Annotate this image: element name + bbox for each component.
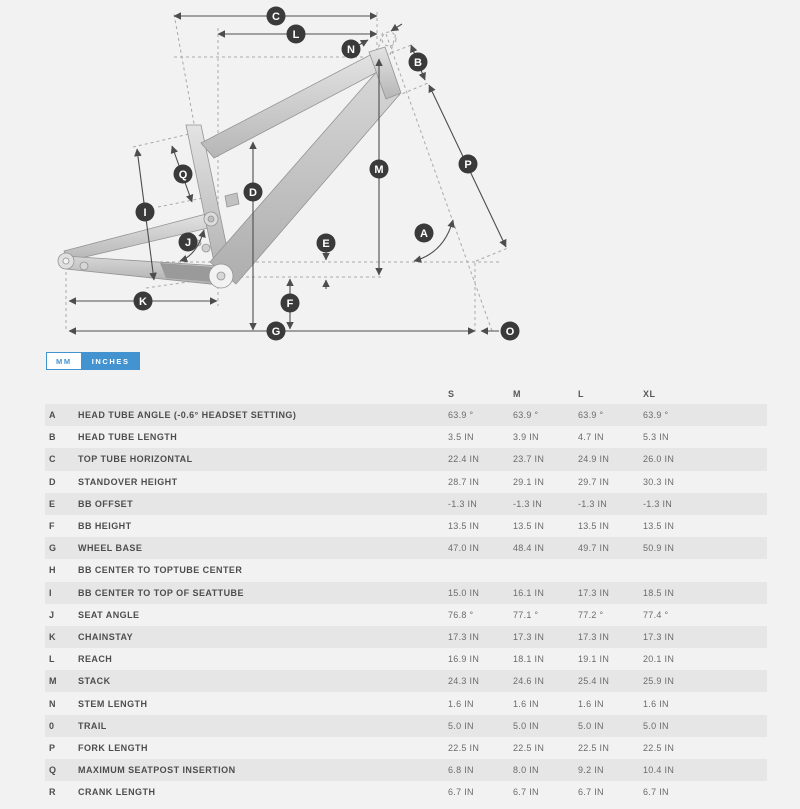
row-value-l: 25.4 IN: [578, 676, 610, 687]
diagram-label-l: [287, 25, 306, 44]
svg-text:J: J: [184, 236, 192, 249]
row-value-s: 24.3 IN: [448, 676, 480, 687]
row-value-xl: 25.9 IN: [643, 676, 675, 687]
row-value-s: 63.9 °: [448, 410, 474, 421]
table-row: [45, 604, 767, 626]
row-name: FORK LENGTH: [78, 742, 148, 753]
table-row: [45, 559, 767, 581]
row-value-xl: 1.6 IN: [643, 698, 669, 709]
row-value-l: 5.0 IN: [578, 720, 604, 731]
row-letter: L: [49, 654, 55, 665]
row-letter: B: [49, 432, 56, 443]
row-letter: K: [49, 631, 56, 642]
row-value-s: 15.0 IN: [448, 587, 480, 598]
row-value-s: 3.5 IN: [448, 432, 474, 443]
diagram-label-a: [415, 224, 434, 243]
diagram-label-k: [134, 292, 153, 311]
row-value-s: 28.7 IN: [448, 476, 480, 487]
table-row: [45, 404, 767, 426]
svg-text:D: D: [249, 186, 257, 199]
row-value-m: 17.3 IN: [513, 631, 545, 642]
row-value-xl: 5.0 IN: [643, 720, 669, 731]
column-header-m: M: [513, 389, 521, 399]
row-value-xl: 5.3 IN: [643, 432, 669, 443]
table-row: [45, 781, 767, 803]
row-value-m: 1.6 IN: [513, 698, 539, 709]
row-letter: D: [49, 476, 56, 487]
row-letter: C: [49, 454, 56, 465]
row-value-l: 6.7 IN: [578, 787, 604, 798]
row-name: BB CENTER TO TOPTUBE CENTER: [78, 565, 243, 576]
row-letter: R: [49, 787, 56, 798]
row-value-m: 77.1 °: [513, 609, 539, 620]
row-value-s: 76.8 °: [448, 609, 474, 620]
row-value-m: 3.9 IN: [513, 432, 539, 443]
row-value-l: 29.7 IN: [578, 476, 610, 487]
table-row: [45, 448, 767, 470]
row-value-s: 1.6 IN: [448, 698, 474, 709]
units-toggle: [46, 352, 800, 370]
row-value-xl: 13.5 IN: [643, 521, 675, 532]
row-value-s: 6.7 IN: [448, 787, 474, 798]
row-value-s: 6.8 IN: [448, 765, 474, 776]
row-letter: F: [49, 521, 55, 532]
row-value-m: 13.5 IN: [513, 521, 545, 532]
diagram-label-p: [459, 155, 478, 174]
table-row: [45, 692, 767, 714]
row-value-l: 1.6 IN: [578, 698, 604, 709]
svg-text:I: I: [143, 206, 147, 219]
row-value-m: 23.7 IN: [513, 454, 545, 465]
geometry-diagram: [0, 0, 800, 345]
row-name: HEAD TUBE LENGTH: [78, 432, 178, 443]
diagram-label-d: [244, 183, 263, 202]
row-letter: P: [49, 742, 56, 753]
svg-text:F: F: [286, 297, 294, 310]
row-name: BB HEIGHT: [78, 521, 132, 532]
row-letter: H: [49, 565, 56, 576]
row-value-xl: 63.9 °: [643, 410, 669, 421]
row-value-xl: 20.1 IN: [643, 654, 675, 665]
diagram-label-f: [281, 294, 300, 313]
geometry-table-header: [45, 384, 767, 404]
row-name: WHEEL BASE: [78, 543, 143, 554]
row-value-l: 13.5 IN: [578, 521, 610, 532]
diagram-label-e: [317, 234, 336, 253]
svg-text:L: L: [292, 28, 300, 41]
row-value-l: -1.3 IN: [578, 498, 608, 509]
row-letter: 0: [49, 720, 55, 731]
svg-text:O: O: [505, 325, 515, 338]
row-letter: G: [49, 543, 57, 554]
svg-text:B: B: [414, 56, 422, 69]
diagram-label-b: [409, 53, 428, 72]
table-row: [45, 670, 767, 692]
diagram-label-q: [174, 165, 193, 184]
row-value-xl: 10.4 IN: [643, 765, 675, 776]
row-name: BB OFFSET: [78, 498, 134, 509]
column-header-l: L: [578, 389, 584, 399]
svg-text:A: A: [420, 227, 428, 240]
row-name: HEAD TUBE ANGLE (-0.6° HEADSET SETTING): [78, 410, 297, 421]
row-value-s: 22.4 IN: [448, 454, 480, 465]
table-row: [45, 648, 767, 670]
row-name: STANDOVER HEIGHT: [78, 476, 178, 487]
row-value-xl: -1.3 IN: [643, 498, 673, 509]
row-value-l: 24.9 IN: [578, 454, 610, 465]
row-letter: I: [49, 587, 52, 598]
row-name: TRAIL: [78, 720, 107, 731]
row-value-m: 24.6 IN: [513, 676, 545, 687]
row-value-l: 49.7 IN: [578, 543, 610, 554]
row-name: CHAINSTAY: [78, 631, 134, 642]
row-value-m: 6.7 IN: [513, 787, 539, 798]
row-value-s: 16.9 IN: [448, 654, 480, 665]
table-row: [45, 737, 767, 759]
diagram-label-g: [267, 322, 286, 341]
column-header-s: S: [448, 389, 455, 399]
svg-text:P: P: [464, 158, 472, 171]
row-name: BB CENTER TO TOP OF SEATTUBE: [78, 587, 244, 598]
row-value-m: -1.3 IN: [513, 498, 543, 509]
row-name: SEAT ANGLE: [78, 609, 140, 620]
svg-text:C: C: [272, 10, 280, 23]
table-row: [45, 582, 767, 604]
svg-text:G: G: [271, 325, 281, 338]
row-letter: E: [49, 498, 56, 509]
row-value-m: 29.1 IN: [513, 476, 545, 487]
row-value-s: -1.3 IN: [448, 498, 478, 509]
row-value-xl: 26.0 IN: [643, 454, 675, 465]
row-name: STACK: [78, 676, 111, 687]
svg-text:M: M: [374, 163, 384, 176]
row-name: STEM LENGTH: [78, 698, 148, 709]
row-value-xl: 18.5 IN: [643, 587, 675, 598]
svg-text:Q: Q: [178, 168, 188, 181]
row-value-m: 16.1 IN: [513, 587, 545, 598]
row-value-l: 4.7 IN: [578, 432, 604, 443]
diagram-label-j: [179, 233, 198, 252]
units-mm-button[interactable]: MM: [46, 352, 82, 370]
table-row: [45, 515, 767, 537]
row-value-xl: 50.9 IN: [643, 543, 675, 554]
row-value-s: 5.0 IN: [448, 720, 474, 731]
table-row: [45, 493, 767, 515]
row-value-m: 63.9 °: [513, 410, 539, 421]
row-letter: M: [49, 676, 57, 687]
row-value-m: 5.0 IN: [513, 720, 539, 731]
row-value-s: 22.5 IN: [448, 742, 480, 753]
row-value-s: 13.5 IN: [448, 521, 480, 532]
row-value-m: 22.5 IN: [513, 742, 545, 753]
diagram-label-c: [267, 7, 286, 26]
diagram-label-m: [370, 160, 389, 179]
table-row: [45, 426, 767, 448]
row-value-l: 17.3 IN: [578, 631, 610, 642]
row-value-m: 48.4 IN: [513, 543, 545, 554]
row-name: TOP TUBE HORIZONTAL: [78, 454, 193, 465]
row-value-xl: 22.5 IN: [643, 742, 675, 753]
table-row: [45, 759, 767, 781]
column-header-xl: XL: [643, 389, 656, 399]
table-row: [45, 715, 767, 737]
row-letter: Q: [49, 765, 57, 776]
table-row: [45, 537, 767, 559]
row-letter: A: [49, 410, 56, 421]
row-letter: N: [49, 698, 56, 709]
diagram-label-n: [342, 40, 361, 59]
svg-text:E: E: [322, 237, 330, 250]
table-row: [45, 626, 767, 648]
diagram-label-i: [136, 203, 155, 222]
row-name: CRANK LENGTH: [78, 787, 156, 798]
row-value-l: 22.5 IN: [578, 742, 610, 753]
units-inches-button[interactable]: INCHES: [82, 352, 140, 370]
row-value-l: 17.3 IN: [578, 587, 610, 598]
row-value-m: 8.0 IN: [513, 765, 539, 776]
row-value-s: 17.3 IN: [448, 631, 480, 642]
row-value-l: 77.2 °: [578, 609, 604, 620]
row-value-l: 19.1 IN: [578, 654, 610, 665]
row-value-xl: 77.4 °: [643, 609, 669, 620]
table-row: [45, 471, 767, 493]
row-value-m: 18.1 IN: [513, 654, 545, 665]
svg-text:N: N: [347, 43, 355, 56]
diagram-label-o: [501, 322, 520, 341]
row-value-s: 47.0 IN: [448, 543, 480, 554]
row-value-xl: 6.7 IN: [643, 787, 669, 798]
geometry-table-body: [45, 404, 767, 803]
construction-lines: [58, 12, 508, 332]
geometry-table: [45, 384, 767, 803]
bike-frame: [58, 47, 401, 288]
row-value-xl: 17.3 IN: [643, 631, 675, 642]
row-letter: J: [49, 609, 55, 620]
row-name: REACH: [78, 654, 113, 665]
row-name: MAXIMUM SEATPOST INSERTION: [78, 765, 236, 776]
row-value-xl: 30.3 IN: [643, 476, 675, 487]
row-value-l: 63.9 °: [578, 410, 604, 421]
svg-text:K: K: [139, 295, 147, 308]
geometry-diagram-section: [0, 0, 800, 345]
row-value-l: 9.2 IN: [578, 765, 604, 776]
